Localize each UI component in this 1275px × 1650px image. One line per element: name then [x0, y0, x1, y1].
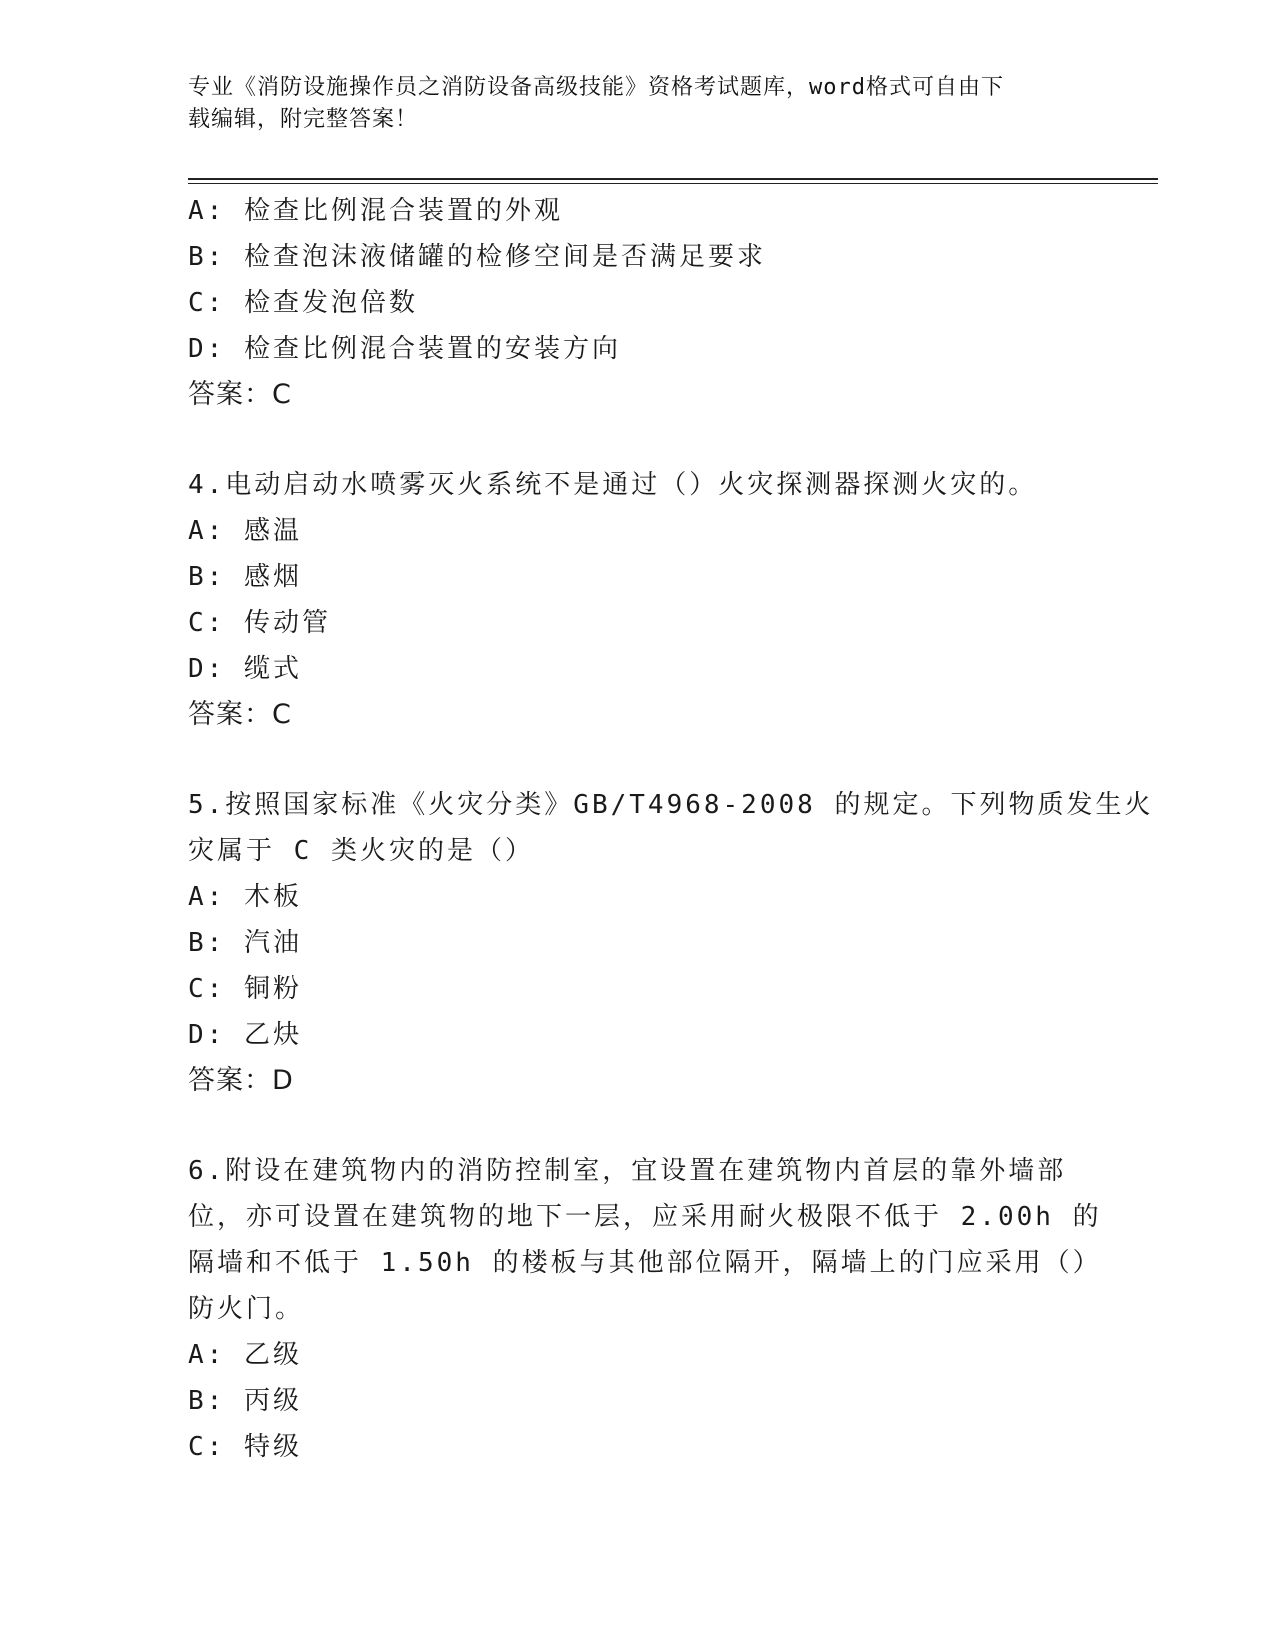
question-6	[188, 1148, 1102, 1470]
spacer	[188, 1104, 1088, 1148]
answer-line: 答案：D	[188, 1065, 294, 1096]
question-text: 4.电动启动水喷雾灭火系统不是通过（）火灾探测器探测火灾的。	[188, 470, 1038, 500]
option-b: B: 感烟	[188, 562, 302, 592]
option-a: A: 木板	[188, 882, 302, 912]
question-4	[188, 462, 1088, 738]
option-b: B: 检查泡沫液储罐的检修空间是否满足要求	[188, 242, 766, 272]
question-text-line-1: 6.附设在建筑物内的消防控制室，宜设置在建筑物内首层的靠外墙部	[188, 1156, 1067, 1186]
option-a: A: 检查比例混合装置的外观	[188, 196, 563, 226]
option-d: D: 检查比例混合装置的安装方向	[188, 334, 621, 364]
option-d: D: 缆式	[188, 654, 302, 684]
option-d: D: 乙炔	[188, 1020, 302, 1050]
question-text-line-3: 隔墙和不低于 1.50h 的楼板与其他部位隔开，隔墙上的门应采用（）	[188, 1248, 1102, 1278]
question-text-line-1: 5.按照国家标准《火灾分类》GB/T4968-2008 的规定。下列物质发生火	[188, 790, 1154, 820]
header-rule-thick	[188, 178, 1158, 180]
header-line-1: 专业《消防设施操作员之消防设备高级技能》资格考试题库，word格式可自由下	[188, 75, 1004, 100]
option-c: C: 铜粉	[188, 974, 302, 1004]
option-c: C: 传动管	[188, 608, 331, 638]
option-b: B: 丙级	[188, 1386, 302, 1416]
question-5	[188, 782, 1154, 1104]
question-list	[188, 188, 1154, 1470]
answer-line: 答案：C	[188, 699, 292, 730]
header-line-2: 载编辑，附完整答案！	[188, 107, 419, 132]
document-header	[188, 72, 1068, 136]
spacer	[188, 418, 1088, 462]
question-text-line-2: 位，亦可设置在建筑物的地下一层，应采用耐火极限不低于 2.00h 的	[188, 1202, 1102, 1232]
option-a: A: 感温	[188, 516, 302, 546]
question-text-line-4: 防火门。	[188, 1294, 305, 1324]
header-rule-thin	[188, 183, 1158, 184]
spacer	[188, 738, 1088, 782]
option-a: A: 乙级	[188, 1340, 302, 1370]
question-3	[188, 188, 1088, 418]
answer-line: 答案：C	[188, 379, 292, 410]
question-text-line-2: 灾属于 C 类火灾的是（）	[188, 836, 534, 866]
option-c: C: 检查发泡倍数	[188, 288, 418, 318]
option-c: C: 特级	[188, 1432, 302, 1462]
option-b: B: 汽油	[188, 928, 302, 958]
